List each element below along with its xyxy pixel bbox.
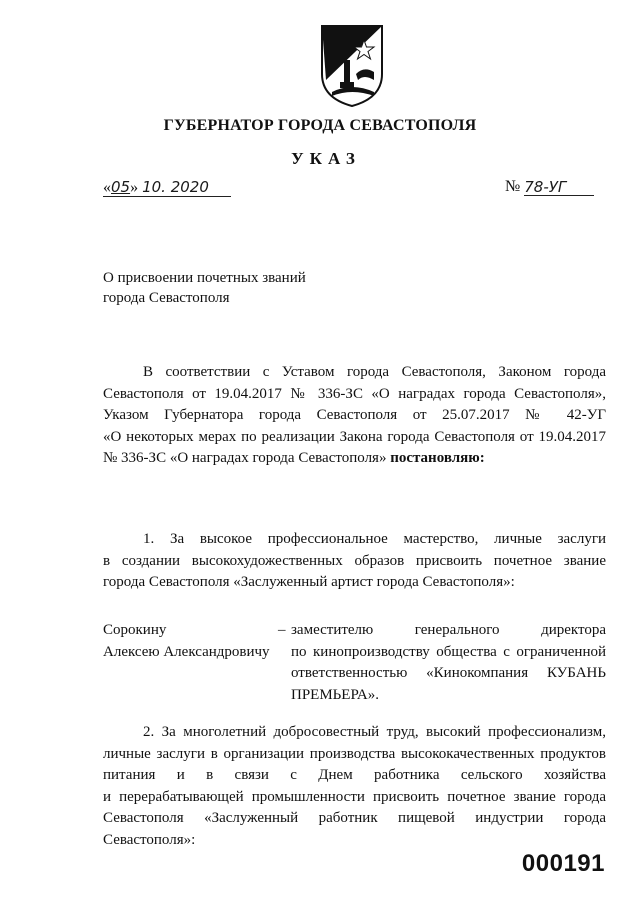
document-type: УКАЗ	[291, 149, 361, 168]
date-month-year: 10. 2020	[142, 178, 209, 196]
recipient-name: Сорокину Алексею Александровичу	[103, 622, 270, 660]
decree-number: № 78-УГ	[505, 178, 605, 196]
issuer-title: ГУБЕРНАТОР ГОРОДА СЕВАСТОПОЛЯ	[163, 117, 477, 134]
recipient-position: заместителю генерального директора по кинопроизводству общества с ограниченной ответственностью «Кинокомпания КУБАНЬ ПРЕМЬЕРА».	[291, 622, 606, 703]
resolve-word: постановляю	[390, 450, 480, 466]
date-day: 05	[111, 178, 131, 196]
item-1-paragraph: 1. За высокое профессиональное мастерство, личные заслуги в создании высокохудожественных образов присвоить почетное звание города Севастополя «Заслуженный артист города Севастополя»:	[103, 531, 606, 590]
preamble-paragraph: В соответствии с Уставом города Севастополя, Законом города Севастополя от 19.04.2017 № 336-ЗС «О наградах города Севастополя», Указом Губернатора города Севастополя от 25.07.2017 № 42-УГ «О некоторых мерах по реализации Закона города Севастополя от 19.04.2017 № 336-ЗС «О наградах города Севастополя» постановляю:	[103, 364, 606, 466]
number-value: 78-УГ	[524, 178, 567, 196]
item-2-paragraph: 2. За многолетний добросовестный труд, высокий профессионализм, личные заслуги в организации производства высококачественных продуктов питания и в связи с Днем работника сельского хозяйства и перерабатывающей промышленности присвоить почетное звание города Севастополя «Заслуженный работник пищевой индустрии города Севастополя»:	[103, 724, 606, 848]
serial-number: 000191	[521, 850, 605, 877]
decree-date: «05» 10. 2020	[103, 178, 231, 197]
coat-of-arms-icon	[318, 22, 386, 108]
decree-subject: О присвоении почетных званий города Севастополя	[103, 270, 306, 306]
